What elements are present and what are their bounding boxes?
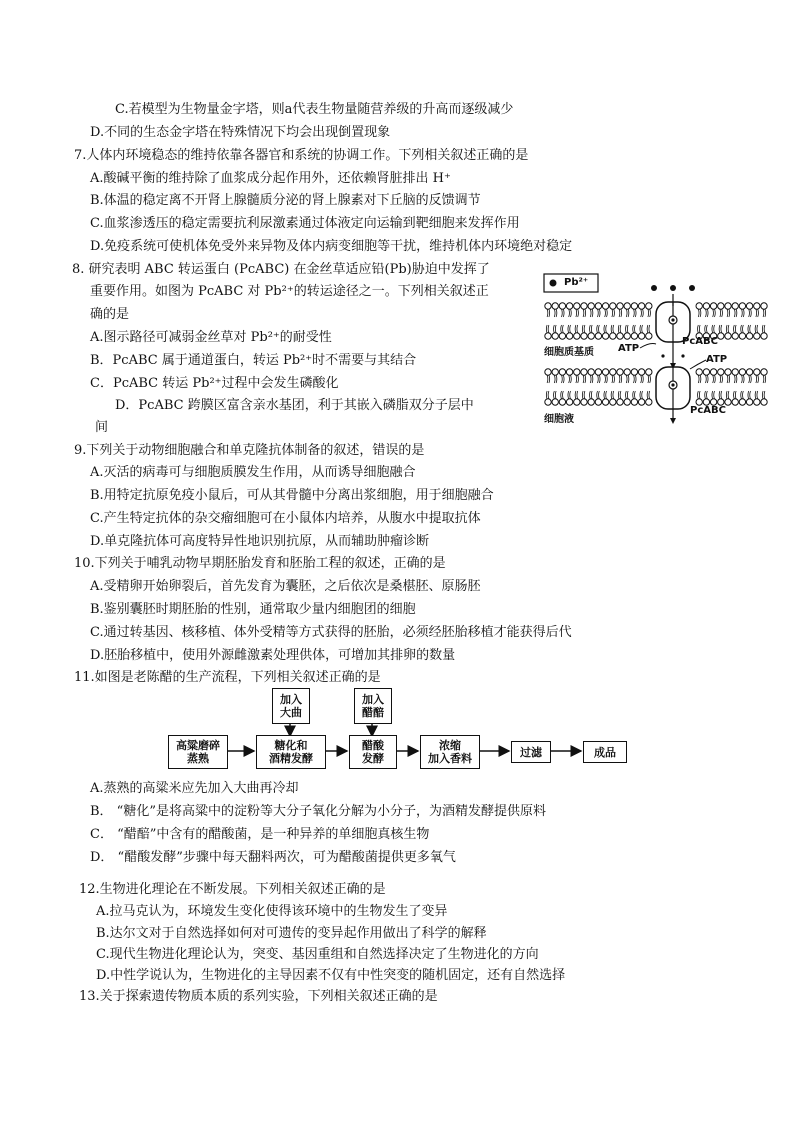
phospholipid-head — [595, 303, 601, 309]
phospholipid-tail — [640, 309, 642, 333]
phospholipid-head — [631, 369, 637, 375]
phospholipid-tail — [604, 309, 606, 333]
phospholipid-head — [559, 399, 565, 405]
phospholipid-head — [725, 303, 731, 309]
phospholipid-head — [624, 399, 630, 405]
phospholipid-tail — [626, 309, 628, 333]
phospholipid-head — [552, 303, 558, 309]
phospholipid-head — [624, 303, 630, 309]
flow-add-daqu — [272, 688, 310, 724]
phospholipid-head — [761, 369, 767, 375]
phospholipid-head — [595, 399, 601, 405]
phospholipid-tail — [599, 309, 601, 333]
q9-option-a: A.灭活的病毒可与细胞质膜发生作用，从而诱导细胞融合 — [90, 465, 416, 480]
flow-step-saccharify-line2: 酒精发酵 — [269, 752, 313, 765]
flow-add-cupei — [354, 688, 392, 724]
phospholipid-tail — [582, 375, 584, 399]
phospholipid-tail — [604, 375, 606, 399]
q10-option-d: D.胚胎移植中，使用外源雌激素处理供体，可增加其排卵的数量 — [90, 648, 456, 663]
phospholipid-head — [588, 399, 594, 405]
atp-arrow-bottom — [690, 360, 706, 369]
phospholipid-tail — [726, 309, 728, 333]
phospholipid-head — [617, 369, 623, 375]
phospholipid-head — [725, 333, 731, 339]
phospholipid-head — [746, 399, 752, 405]
pb-ion — [661, 354, 664, 357]
phospholipid-head — [718, 303, 724, 309]
flow-step-concentrate — [420, 735, 480, 769]
phospholipid-head — [617, 333, 623, 339]
phospholipid-head — [552, 333, 558, 339]
phospholipid-tail — [728, 375, 730, 399]
pb-legend-label: Pb²⁺ — [564, 277, 589, 288]
q8-option-a: A.图示路径可减弱金丝草对 Pb²⁺的耐受性 — [90, 330, 332, 345]
membrane-figure — [540, 272, 772, 427]
phospholipid-tail — [698, 309, 700, 333]
flow-step-acetic-line1: 醋酸 — [362, 739, 384, 752]
phospholipid-head — [754, 303, 760, 309]
atp-arrow-top — [640, 344, 656, 349]
phospholipid-tail — [699, 375, 701, 399]
flow-step-acetic — [349, 735, 397, 769]
phospholipid-head — [552, 399, 558, 405]
phospholipid-head — [703, 369, 709, 375]
phospholipid-tail — [642, 309, 644, 333]
phospholipid-head — [566, 303, 572, 309]
phospholipid-head — [746, 303, 752, 309]
phospholipid-head — [610, 303, 616, 309]
phospholipid-tail — [584, 309, 586, 333]
phospholipid-head — [617, 399, 623, 405]
phospholipid-tail — [728, 309, 730, 333]
pb-ion — [689, 285, 695, 291]
phospholipid-head — [602, 303, 608, 309]
phospholipid-head — [588, 333, 594, 339]
phospholipid-tail — [568, 375, 570, 399]
phospholipid-tail — [741, 375, 743, 399]
phospholipid-tail — [548, 375, 550, 399]
q10-stem: 10.下列关于哺乳动物早期胚胎发育和胚胎工程的叙述，正确的是 — [74, 556, 446, 571]
flow-step-product — [583, 741, 627, 763]
phospholipid-head — [545, 333, 551, 339]
phospholipid-head — [545, 303, 551, 309]
phospholipid-head — [638, 369, 644, 375]
phospholipid-tail — [649, 309, 651, 333]
phospholipid-tail — [606, 309, 608, 333]
vacuole-sap-label: 细胞液 — [544, 414, 574, 425]
phospholipid-head — [638, 333, 644, 339]
q10-option-b: B.鉴别囊胚时期胚胎的性别，通常取少量内细胞团的细胞 — [90, 602, 416, 617]
phospholipid-tail — [554, 375, 556, 399]
phospholipid-tail — [591, 375, 593, 399]
phospholipid-tail — [734, 309, 736, 333]
phospholipid-head — [732, 303, 738, 309]
cytoplasm-label: 细胞质基质 — [544, 347, 594, 358]
phospholipid-tail — [705, 309, 707, 333]
phospholipid-head — [566, 369, 572, 375]
q8-option-c: C．PcABC 转运 Pb²⁺过程中会发生磷酸化 — [90, 376, 339, 391]
phospholipid-head — [624, 369, 630, 375]
phospholipid-head — [696, 369, 702, 375]
flow-step-acetic-line2: 发酵 — [362, 752, 384, 765]
pb-ion — [681, 354, 684, 357]
phospholipid-tail — [757, 375, 759, 399]
phospholipid-tail — [575, 375, 577, 399]
phospholipid-head — [610, 369, 616, 375]
flow-step-steam — [168, 735, 228, 769]
phospholipid-tail — [649, 375, 651, 399]
vinegar-flowchart — [160, 688, 630, 780]
phospholipid-head — [574, 369, 580, 375]
phospholipid-tail — [597, 375, 599, 399]
atp-label-2: ATP — [706, 354, 728, 365]
phospholipid-head — [552, 369, 558, 375]
phospholipid-tail — [735, 309, 737, 333]
phospholipid-tail — [635, 375, 637, 399]
phospholipid-tail — [563, 309, 565, 333]
flow-step-saccharify — [256, 735, 326, 769]
flow-add-daqu-line1: 加入 — [280, 693, 302, 706]
phospholipid-head — [703, 303, 709, 309]
phospholipid-head — [581, 369, 587, 375]
phospholipid-head — [617, 303, 623, 309]
q8-option-d: D．PcABC 跨膜区富含亲水基团，利于其嵌入磷脂双分子层中 — [115, 398, 474, 413]
phospholipid-tail — [764, 309, 766, 333]
phospholipid-head — [638, 303, 644, 309]
phospholipid-head — [602, 399, 608, 405]
q10-option-c: C.通过转基因、核移植、体外受精等方式获得的胚胎，必须经胚胎移植才能获得后代 — [90, 625, 572, 640]
phospholipid-head — [646, 369, 652, 375]
phospholipid-head — [710, 303, 716, 309]
phospholipid-tail — [714, 309, 716, 333]
q10-option-a: A.受精卵开始卵裂后，首先发育为囊胚，之后依次是桑椹胚、原肠胚 — [90, 579, 481, 594]
phospholipid-tail — [606, 375, 608, 399]
phospholipid-tail — [726, 375, 728, 399]
phospholipid-head — [631, 303, 637, 309]
flow-add-cupei-line1: 加入 — [362, 693, 384, 706]
phospholipid-head — [631, 399, 637, 405]
ion-legend-dot — [550, 280, 557, 287]
phospholipid-tail — [762, 309, 764, 333]
phospholipid-head — [631, 333, 637, 339]
phospholipid-head — [739, 399, 745, 405]
q11-option-d: D． “醋酸发酵”步骤中每天翻料两次，可为醋酸菌提供更多氧气 — [90, 850, 456, 865]
phospholipid-head — [718, 333, 724, 339]
phospholipid-tail — [721, 375, 723, 399]
phospholipid-head — [646, 399, 652, 405]
phospholipid-tail — [597, 309, 599, 333]
q12-option-a: A.拉马克认为，环境发生变化使得该环境中的生物发生了变异 — [96, 904, 448, 919]
phospholipid-tail — [546, 309, 548, 333]
phospholipid-head — [624, 333, 630, 339]
phospholipid-head — [610, 333, 616, 339]
phospholipid-head — [710, 369, 716, 375]
phospholipid-head — [754, 399, 760, 405]
phospholipid-tail — [707, 375, 709, 399]
q12-option-b: B.达尔文对于自然选择如何对可遗传的变异起作用做出了科学的解释 — [96, 926, 487, 941]
phospholipid-tail — [590, 375, 592, 399]
phospholipid-tail — [627, 309, 629, 333]
phospholipid-tail — [548, 309, 550, 333]
phospholipid-head — [545, 399, 551, 405]
phospholipid-tail — [627, 375, 629, 399]
phospholipid-tail — [611, 375, 613, 399]
phospholipid-tail — [620, 309, 622, 333]
q12-option-c: C.现代生物进化理论认为，突变、基因重组和自然选择决定了生物进化的方向 — [96, 947, 539, 962]
q11-option-c: C． “醋醅”中含有的醋酸菌，是一种异养的单细胞真核生物 — [90, 827, 430, 842]
phospholipid-tail — [577, 375, 579, 399]
phospholipid-head — [646, 303, 652, 309]
phospholipid-tail — [647, 309, 649, 333]
phospholipid-tail — [599, 375, 601, 399]
phospholipid-tail — [584, 375, 586, 399]
q6-option-d: D.不同的生态金字塔在特殊情况下均会出现倒置现象 — [90, 125, 391, 140]
phospholipid-head — [718, 369, 724, 375]
pcabc-protein-bottom — [656, 367, 690, 409]
pb-ion — [651, 285, 657, 291]
phospholipid-head — [588, 369, 594, 375]
phospholipid-head — [559, 303, 565, 309]
flow-add-cupei-line2: 醋醅 — [362, 706, 384, 719]
flow-step-concentrate-line2: 加入香料 — [428, 752, 472, 765]
phospholipid-head — [610, 399, 616, 405]
q12-stem: 12.生物进化理论在不断发展。下列相关叙述正确的是 — [79, 882, 386, 897]
pcabc-label-2: PcABC — [690, 405, 726, 416]
phospholipid-tail — [635, 309, 637, 333]
phospholipid-tail — [698, 375, 700, 399]
q12-option-d: D.中性学说认为，生物进化的主导因素不仅有中性突变的随机固定，还有自然选择 — [96, 968, 566, 983]
phospholipid-head — [574, 333, 580, 339]
phospholipid-head — [602, 333, 608, 339]
phospholipid-tail — [618, 309, 620, 333]
phospholipid-tail — [705, 375, 707, 399]
q13-stem: 13.关于探索遗传物质本质的系列实验，下列相关叙述正确的是 — [79, 989, 438, 1004]
phospholipid-head — [732, 333, 738, 339]
phospholipid-tail — [750, 375, 752, 399]
flow-step-product-label: 成品 — [594, 745, 616, 759]
phospholipid-head — [566, 399, 572, 405]
pcabc-label-1: PcABC — [682, 336, 718, 347]
phospholipid-tail — [561, 375, 563, 399]
phospholipid-tail — [734, 375, 736, 399]
phospholipid-tail — [590, 309, 592, 333]
phospholipid-head — [732, 399, 738, 405]
q11-stem: 11.如图是老陈醋的生产流程，下列相关叙述正确的是 — [74, 670, 381, 685]
phospholipid-head — [574, 399, 580, 405]
phospholipid-head — [746, 369, 752, 375]
phospholipid-tail — [563, 375, 565, 399]
phospholipid-tail — [762, 375, 764, 399]
phospholipid-tail — [633, 309, 635, 333]
phospholipid-head — [761, 303, 767, 309]
q9-stem: 9.下列关于动物细胞融合和单克隆抗体制备的叙述，错误的是 — [74, 443, 425, 458]
phospholipid-tail — [748, 309, 750, 333]
phospholipid-tail — [575, 309, 577, 333]
phospholipid-tail — [735, 375, 737, 399]
phospholipid-head — [559, 369, 565, 375]
phospholipid-tail — [647, 375, 649, 399]
phospholipid-tail — [743, 309, 745, 333]
phospholipid-tail — [719, 375, 721, 399]
q7-option-a: A.酸碱平衡的维持除了血浆成分起作用外，还依赖肾脏排出 H⁺ — [90, 171, 451, 186]
flow-add-daqu-line2: 大曲 — [280, 706, 302, 719]
phospholipid-head — [581, 333, 587, 339]
phospholipid-head — [602, 369, 608, 375]
flow-step-saccharify-line1: 糖化和 — [274, 739, 308, 752]
phospholipid-tail — [721, 309, 723, 333]
phospholipid-tail — [642, 375, 644, 399]
q11-option-b: B． “糖化”是将高粱中的淀粉等大分子氧化分解为小分子，为酒精发酵提供原料 — [90, 804, 546, 819]
phospholipid-tail — [561, 309, 563, 333]
phospholipid-tail — [699, 309, 701, 333]
phospholipid-head — [739, 369, 745, 375]
flow-step-filter-label: 过滤 — [520, 745, 542, 759]
phospholipid-head — [595, 333, 601, 339]
flow-step-steam-line1: 高粱磨碎 — [176, 739, 220, 752]
phospholipid-tail — [719, 309, 721, 333]
phospholipid-head — [588, 303, 594, 309]
phospholipid-tail — [764, 375, 766, 399]
phospholipid-head — [559, 333, 565, 339]
phospholipid-tail — [640, 375, 642, 399]
phospholipid-tail — [555, 309, 557, 333]
phospholipid-tail — [750, 309, 752, 333]
phospholipid-tail — [555, 375, 557, 399]
phospholipid-head — [746, 333, 752, 339]
q11-option-a: A.蒸熟的高粱米应先加入大曲再冷却 — [90, 781, 299, 796]
phospholipid-tail — [554, 309, 556, 333]
phospholipid-head — [595, 369, 601, 375]
q7-option-d: D.免疫系统可使机体免受外来异物及体内病变细胞等干扰，维持机体内环境绝对稳定 — [90, 239, 573, 254]
phospholipid-head — [581, 303, 587, 309]
flow-step-concentrate-line1: 浓缩 — [439, 739, 461, 752]
phospholipid-head — [754, 333, 760, 339]
phospholipid-head — [761, 399, 767, 405]
q8-stem-line1: 8. 研究表明 ABC 转运蛋白 (PcABC) 在金丝草适应铅(Pb)胁迫中发挥了 — [72, 262, 490, 277]
phospholipid-tail — [755, 309, 757, 333]
phospholipid-tail — [712, 375, 714, 399]
phospholipid-tail — [707, 309, 709, 333]
phospholipid-tail — [591, 309, 593, 333]
phospholipid-tail — [570, 309, 572, 333]
phospholipid-head — [545, 369, 551, 375]
phospholipid-head — [739, 333, 745, 339]
phospholipid-tail — [714, 375, 716, 399]
atp-label-1: ATP — [618, 343, 640, 354]
q9-option-b: B.用特定抗原免疫小鼠后，可从其骨髓中分离出浆细胞，用于细胞融合 — [90, 488, 494, 503]
q7-option-b: B.体温的稳定离不开肾上腺髓质分泌的肾上腺素对下丘脑的反馈调节 — [90, 193, 481, 208]
phospholipid-tail — [741, 309, 743, 333]
phospholipid-tail — [613, 309, 615, 333]
q9-option-c: C.产生特定抗体的杂交瘤细胞可在小鼠体内培养，从腹水中提取抗体 — [90, 511, 481, 526]
q8-stem-line2: 重要作用。如图为 PcABC 对 Pb²⁺的转运途径之一。下列相关叙述正 — [90, 284, 489, 299]
phospholipid-head — [566, 333, 572, 339]
phospholipid-tail — [620, 375, 622, 399]
phospholipid-tail — [757, 309, 759, 333]
flow-step-filter — [511, 741, 551, 763]
phospholipid-head — [696, 303, 702, 309]
phospholipid-head — [761, 333, 767, 339]
phospholipid-tail — [748, 375, 750, 399]
phospholipid-tail — [568, 309, 570, 333]
phospholipid-head — [646, 333, 652, 339]
phospholipid-tail — [546, 375, 548, 399]
phospholipid-head — [725, 369, 731, 375]
phospholipid-tail — [582, 309, 584, 333]
flow-step-steam-line2: 蒸熟 — [187, 752, 209, 765]
phospholipid-head — [739, 303, 745, 309]
phospholipid-tail — [755, 375, 757, 399]
q8-option-b: B．PcABC 属于通道蛋白，转运 Pb²⁺时不需要与其结合 — [90, 353, 417, 368]
phospholipid-head — [574, 303, 580, 309]
phospholipid-tail — [570, 375, 572, 399]
phospholipid-head — [581, 399, 587, 405]
phospholipid-tail — [712, 309, 714, 333]
phospholipid-head — [638, 399, 644, 405]
phospholipid-tail — [626, 375, 628, 399]
pb-ion — [670, 285, 676, 291]
phospholipid-head — [732, 369, 738, 375]
q7-stem: 7.人体内环境稳态的维持依靠各器官和系统的协调工作。下列相关叙述正确的是 — [74, 148, 529, 163]
phospholipid-tail — [577, 309, 579, 333]
phospholipid-tail — [611, 309, 613, 333]
q8-option-d-cont: 间 — [95, 420, 109, 435]
phospholipid-tail — [633, 375, 635, 399]
q7-option-c: C.血浆渗透压的稳定需要抗利尿激素通过体液定向运输到靶细胞来发挥作用 — [90, 216, 520, 231]
q9-option-d: D.单克隆抗体可高度特异性地识别抗原，从而辅助肿瘤诊断 — [90, 534, 430, 549]
phospholipid-tail — [613, 375, 615, 399]
q8-stem-line3: 确的是 — [90, 307, 130, 322]
phospholipid-head — [754, 369, 760, 375]
q6-option-c: C.若模型为生物量金字塔，则a代表生物量随营养级的升高而逐级减少 — [115, 102, 514, 117]
phospholipid-tail — [743, 375, 745, 399]
phospholipid-tail — [618, 375, 620, 399]
